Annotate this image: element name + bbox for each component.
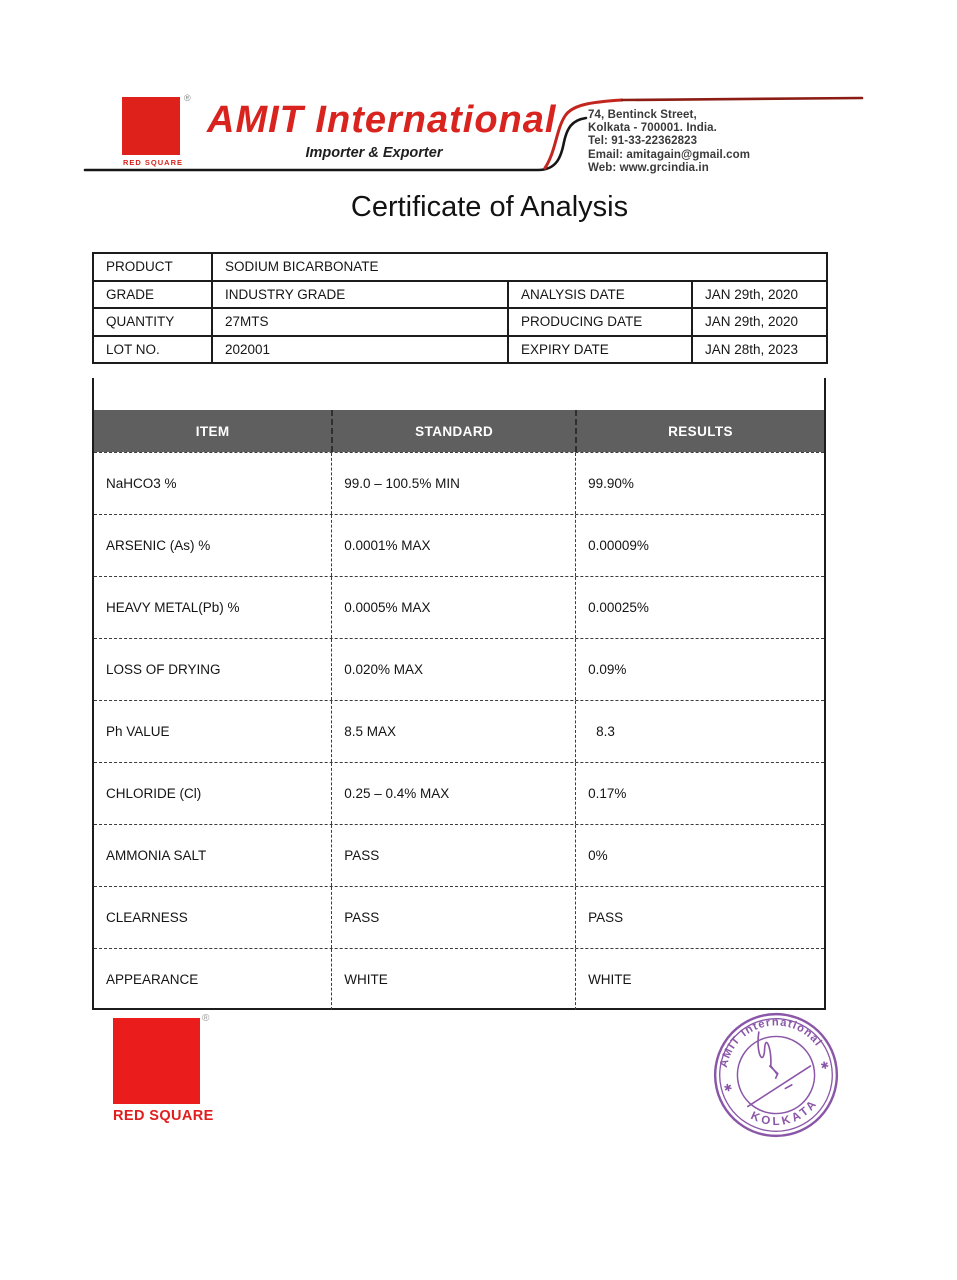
cell-result: PASS	[575, 887, 824, 948]
cell-standard: 0.25 – 0.4% MAX	[331, 763, 575, 824]
info-value: 202001	[212, 336, 508, 364]
cell-item: CHLORIDE (Cl)	[106, 786, 202, 801]
info-value: JAN 28th, 2023	[692, 336, 827, 364]
table-row	[94, 948, 824, 1010]
info-label: ANALYSIS DATE	[508, 281, 692, 309]
cell-item: ARSENIC (As) %	[106, 538, 211, 553]
info-value: 27MTS	[212, 308, 508, 336]
table-row	[94, 762, 824, 824]
info-value: JAN 29th, 2020	[692, 281, 827, 309]
cell-result: 99.90%	[575, 453, 824, 514]
cell-result: 0.17%	[575, 763, 824, 824]
cell-item: APPEARANCE	[106, 972, 199, 987]
stamp-top-text: AMIT International	[717, 1016, 825, 1069]
cell-standard: 99.0 – 100.5% MIN	[331, 453, 575, 514]
info-value: SODIUM BICARBONATE	[212, 253, 827, 281]
company-stamp	[705, 1004, 847, 1146]
cell-result: 0.09%	[575, 639, 824, 700]
stamp-bottom-text: KOLKATA	[748, 1096, 821, 1129]
table-row	[94, 514, 824, 576]
info-row-quantity	[93, 308, 827, 336]
table-row	[94, 638, 824, 700]
red-square-mark	[122, 97, 180, 155]
cell-standard: 0.0001% MAX	[331, 515, 575, 576]
stamp-right-star-icon: ✱	[819, 1060, 831, 1073]
results-header-row	[94, 410, 824, 452]
cell-standard: 0.0005% MAX	[331, 577, 575, 638]
cell-item: HEAVY METAL(Pb) %	[106, 600, 240, 615]
info-label: PRODUCING DATE	[508, 308, 692, 336]
info-row-grade	[93, 281, 827, 309]
cell-item: Ph VALUE	[106, 724, 170, 739]
cell-item: LOSS OF DRYING	[106, 662, 221, 677]
cell-result: 0.00009%	[575, 515, 824, 576]
info-row-product	[93, 253, 827, 281]
contact-top-rule	[622, 98, 862, 100]
results-table-spacer	[94, 378, 824, 410]
contact-phone: Tel: 91-33-22362823	[588, 135, 698, 148]
table-row	[94, 700, 824, 762]
results-table	[92, 378, 826, 1010]
cell-item: AMMONIA SALT	[106, 848, 207, 863]
product-info-table	[92, 252, 828, 364]
info-row-lot	[93, 336, 827, 364]
cell-standard: 8.5 MAX	[331, 701, 575, 762]
company-tagline: Importer & Exporter	[305, 145, 443, 161]
info-value: JAN 29th, 2020	[692, 308, 827, 336]
contact-block	[588, 109, 750, 175]
info-label: GRADE	[93, 281, 212, 309]
info-label: EXPIRY DATE	[508, 336, 692, 364]
brand-logo	[122, 93, 191, 167]
info-label: LOT NO.	[93, 336, 212, 364]
registered-trademark-icon: ®	[184, 93, 191, 103]
red-square-mark	[113, 1018, 200, 1104]
footer-brand-caption: RED SQUARE	[113, 1108, 214, 1124]
table-row	[94, 886, 824, 948]
info-value: INDUSTRY GRADE	[212, 281, 508, 309]
cell-result: 0%	[575, 825, 824, 886]
company-name: AMIT International	[207, 99, 557, 141]
stamp-left-star-icon: ✱	[722, 1082, 734, 1095]
cell-item: NaHCO3 %	[106, 476, 177, 491]
footer-brand-logo	[113, 1013, 214, 1124]
document-title: Certificate of Analysis	[350, 191, 629, 223]
contact-address-line1: 74, Bentinck Street,	[588, 109, 697, 121]
table-row	[94, 824, 824, 886]
column-header-standard: STANDARD	[331, 410, 575, 452]
cell-result: 8.3	[575, 701, 824, 762]
registered-trademark-icon: ®	[202, 1013, 210, 1024]
column-header-item: ITEM	[195, 423, 230, 439]
contact-website: Web: www.grcindia.in	[588, 161, 709, 174]
cell-standard: WHITE	[331, 949, 575, 1010]
cell-item: CLEARNESS	[106, 910, 188, 925]
table-row	[94, 576, 824, 638]
cell-standard: PASS	[331, 825, 575, 886]
info-label: QUANTITY	[93, 308, 212, 336]
cell-standard: PASS	[331, 887, 575, 948]
brand-logo-caption: RED SQUARE	[122, 158, 183, 167]
contact-address-line2: Kolkata - 700001. India.	[588, 122, 717, 135]
cell-result: WHITE	[575, 949, 824, 1010]
info-label: PRODUCT	[93, 253, 212, 281]
column-header-results: RESULTS	[575, 410, 824, 452]
table-row	[94, 452, 824, 514]
cell-result: 0.00025%	[575, 577, 824, 638]
contact-email: Email: amitagain@gmail.com	[588, 148, 751, 161]
cell-standard: 0.020% MAX	[331, 639, 575, 700]
